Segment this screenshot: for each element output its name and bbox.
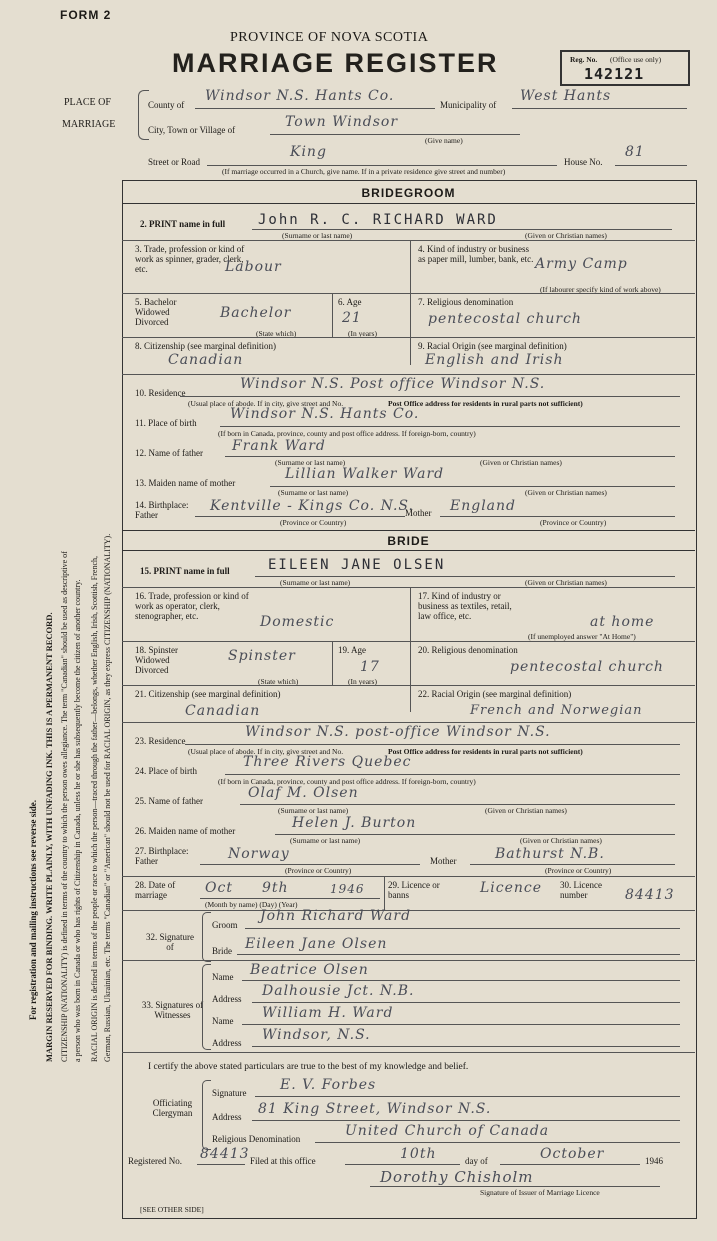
rule-g [122,685,695,686]
f27-mother-line [470,864,675,865]
groom-sig-line [245,928,680,929]
clergy-brace [202,1080,211,1150]
f4-value: Army Camp [535,256,628,272]
filed-year: 1946 [645,1156,663,1166]
street-line [207,165,557,166]
f14-mother-line [440,516,675,517]
f14-mother-prov-note: (Province or Country) [540,518,607,527]
f25-label: 25. Name of father [135,796,203,806]
f3-value: Labour [225,259,282,275]
f2-line [252,229,672,230]
f24-line [225,774,680,775]
f17-value: at home [590,614,655,630]
f29-label: 29. Licence or banns [388,880,440,900]
bride-rule [122,550,695,551]
rule-l [122,1052,695,1053]
signature-brace [202,912,211,962]
f6-label: 6. Age [338,297,362,307]
house-line [615,165,687,166]
f23-note: (Usual place of abode. If in city, give street and No. [188,747,344,756]
f16-value: Domestic [260,614,335,630]
municipality-line [512,108,687,109]
f15-surname-note: (Surname or last name) [280,578,351,587]
f33-label: 33. Signatures of Witnesses [141,1000,204,1020]
f27-mother-prov-note: (Province or Country) [545,866,612,875]
county-label: County of [148,100,185,110]
filed-month: October [540,1146,605,1162]
f11-value: Windsor N.S. Hants Co. [230,406,420,422]
bride-sig-line [237,954,680,955]
f23-note-b: Post Office address for residents in rural parts not sufficient) [388,747,583,756]
city-label: City, Town or Village of [148,125,236,135]
reg-number-box [560,50,690,86]
f2-given-note: (Given or Christian names) [525,231,607,240]
f18-value: Spinster [228,648,296,664]
f6-value: 21 [342,310,362,326]
filed-label: Filed at this office [250,1156,316,1166]
bride-label: Bride [212,946,232,956]
clergy-signature-label: Signature [212,1088,247,1098]
reg-number: 142121 [584,65,645,83]
f7-value: pentecostal church [428,311,582,327]
issuer-label: Signature of Issuer of Marriage Licence [480,1188,600,1197]
f28-year: 1946 [330,882,365,896]
bride-top-rule [122,530,695,531]
f18-state-note: (State which) [258,677,299,686]
bridegroom-rule [122,203,695,204]
f13-label: 13. Maiden name of mother [135,478,236,488]
house-value: 81 [625,144,645,160]
side-note-racial-2: German, Russian, Ukrainian, etc. The terms "Canadian" or "American" should not be used for RACIAL ORIGIN, as they express CITIZENSHIP (NATIONALITY). [103,533,112,1062]
f15-given-note: (Given or Christian names) [525,578,607,587]
clergy-denomination: United Church of Canada [345,1123,550,1139]
f25-given-note: (Given or Christian names) [485,806,567,815]
f28-day: 9th [262,880,289,896]
f14-mother-value: England [450,498,517,514]
f23-value: Windsor N.S. post-office Windsor N.S. [245,724,551,740]
f19-value: 17 [360,659,380,675]
rule-c [122,337,695,338]
f30-label: 30. Licence number [560,880,602,900]
filed-month-line [500,1164,640,1165]
f13-value: Lillian Walker Ward [285,466,445,482]
side-note-citizenship-2: a person who was born in Canada or who has rights of Citizenship in Canada, unless he or she has subsequently become the citizen of another country. [73,579,82,1062]
side-note-racial-1: RACIAL ORIGIN is defined in terms of the people or race to which the person—traced through the father—belongs, whether English, Irish, Scottish, French, [90,555,99,1062]
clergy-address: 81 King Street, Windsor N.S. [258,1101,492,1117]
f28-date-note: (Month by name) (Day) (Year) [205,900,298,909]
f8-label: 8. Citizenship (see marginal definition) [135,341,277,351]
officiating-label: Officiating Clergyman [152,1098,193,1118]
f18-label: 18. Spinster Widowed Divorced [135,645,179,675]
f17-label: 17. Kind of industry or business as textiles, retail, law office, etc. [418,591,512,621]
f25-surname-note: (Surname or last name) [278,806,349,815]
reg-label: Reg. No. [570,55,598,64]
f12-value: Frank Ward [232,438,326,454]
f10-note: (Usual place of abode. If in city, give street and No. [188,399,344,408]
w1-name-line [242,980,680,981]
place-note: (If marriage occurred in a Church, give name. If in a private residence give street and number) [222,167,506,176]
w2-name-line [242,1024,680,1025]
w1-address: Dalhousie Jct. N.B. [262,983,415,999]
clergy-denomination-label: Religious Denomination [212,1134,301,1144]
bride-age-divider [332,641,333,685]
registered-value: 84413 [200,1146,250,1162]
age-divider [332,293,333,337]
certify-text: I certify the above stated particulars are true to the best of my knowledge and belief. [148,1062,469,1072]
bride-heading: BRIDE [387,534,430,548]
side-note-instructions: For registration and mailing instructions see reverse side. [28,800,38,1020]
county-value: Windsor N.S. Hants Co. [205,88,395,104]
f24-note: (If born in Canada, province, county and post office address. If foreign-born, country) [218,777,476,786]
f14-line [195,516,405,517]
f13-given-note: (Given or Christian names) [525,488,607,497]
w2-name: William H. Ward [262,1005,394,1021]
groom-name: John R. C. RICHARD WARD [258,212,498,228]
bride-name: EILEEN JANE OLSEN [268,557,446,573]
f16-label: 16. Trade, profession or kind of work as operator, clerk, stenographer, etc. [135,591,249,621]
f9-label: 9. Racial Origin (see marginal definition) [418,341,567,351]
f29-value: Licence [480,880,543,896]
groom-signature: John Richard Ward [260,908,412,924]
f13-line [270,486,675,487]
f19-label: 19. Age [338,645,366,655]
bridegroom-heading: BRIDEGROOM [361,186,456,200]
see-other-side: [SEE OTHER SIDE] [140,1205,204,1214]
registered-line [197,1164,245,1165]
f26-line [275,834,675,835]
f5-label: 5. Bachelor Widowed Divorced [135,297,177,327]
f24-value: Three Rivers Quebec [243,754,412,770]
f5-state-note: (State which) [256,329,297,338]
f8-value: Canadian [168,352,244,368]
f17-note: (If unemployed answer "At Home") [528,632,636,641]
f12-given-note: (Given or Christian names) [480,458,562,467]
street-value: King [290,144,327,160]
witness-brace [202,964,211,1050]
f30-value: 84413 [625,887,675,903]
clergy-signature: E. V. Forbes [280,1077,377,1093]
f23-line [185,744,680,745]
w2-address-line [252,1046,680,1047]
f27-label: 27. Birthplace: Father [135,846,189,866]
w1-name-label: Name [212,972,234,982]
filed-day-line [345,1164,460,1165]
f10-line [180,396,680,397]
rule-a [122,240,695,241]
f14-prov-note: (Province or Country) [280,518,347,527]
f9-value: English and Irish [425,352,564,368]
rule-i [122,876,695,877]
city-line [270,134,520,135]
w1-name: Beatrice Olsen [250,962,369,978]
clergy-denomination-line [315,1142,680,1143]
f4-label: 4. Kind of industry or business as paper mill, lumber, bank, etc. [418,244,534,264]
f23-label: 23. Residence [135,736,186,746]
province-heading: PROVINCE OF NOVA SCOTIA [230,30,429,45]
street-label: Street or Road [148,157,200,167]
f14-label: 14. Birthplace: Father [135,500,189,520]
f27-line [200,864,420,865]
f28-label: 28. Date of marriage [135,880,176,900]
f12-surname-note: (Surname or last name) [275,458,346,467]
f20-label: 20. Religious denomination [418,645,518,655]
f15-line [255,576,675,577]
w2-address-label: Address [212,1038,242,1048]
f12-label: 12. Name of father [135,448,203,458]
give-name-note: (Give name) [425,136,463,145]
f3-label: 3. Trade, profession or kind of work as spinner, grader, clerk, etc. [135,244,245,274]
place-label-2: MARRIAGE [62,119,116,130]
f7-label: 7. Religious denomination [418,297,514,307]
f26-given-note: (Given or Christian names) [520,836,602,845]
f11-note: (If born in Canada, province, county and post office address. If foreign-born, country) [218,429,476,438]
f27-value: Norway [228,846,290,862]
f5-value: Bachelor [220,305,292,321]
form-number: FORM 2 [60,8,112,22]
f11-line [220,426,680,427]
w2-address: Windsor, N.S. [262,1027,371,1043]
f28-month: Oct [205,880,233,896]
f14-value: Kentville - Kings Co. N.S. [210,498,414,514]
f4-note: (If labourer specify kind of work above) [540,285,661,294]
clergy-address-line [252,1120,680,1121]
f25-value: Olaf M. Olsen [248,785,359,801]
f29-divider [384,876,385,910]
issuer-sig-line [370,1186,660,1187]
f32-label: 32. Signature of [146,932,194,952]
clergy-address-label: Address [212,1112,242,1122]
house-label: House No. [564,157,603,167]
rule-h [122,722,695,723]
f27-mother-label: Mother [430,856,457,866]
f19-years-note: (In years) [348,677,377,686]
registered-label: Registered No. [128,1156,182,1166]
f6-years-note: (In years) [348,329,377,338]
side-note-margin: MARGIN RESERVED FOR BINDING. WRITE PLAINLY, WITH UNFADING INK. THIS IS A PERMANENT RECORD. [44,612,54,1062]
w1-address-label: Address [212,994,242,1004]
w1-address-line [252,1002,680,1003]
rule-b [122,293,695,294]
rule-f [122,641,695,642]
rule-k [122,960,695,961]
issuer-signature: Dorothy Chisholm [380,1168,534,1186]
city-value: Town Windsor [285,114,399,130]
groom-label: Groom [212,920,238,930]
f22-value: French and Norwegian [470,703,643,718]
f27-mother-value: Bathurst N.B. [495,846,605,862]
f2-label: 2. PRINT name in full [140,219,226,229]
w2-name-label: Name [212,1016,234,1026]
f21-label: 21. Citizenship (see marginal definition) [135,689,281,699]
f14-mother-label: Mother [405,508,432,518]
f26-surname-note: (Surname or last name) [290,836,361,845]
groom-mid-divider [410,240,411,365]
county-line [195,108,435,109]
reg-note: (Office use only) [610,55,662,64]
bride-mid-divider [410,587,411,712]
side-note-citizenship-1: CITIZENSHIP (NATIONALITY) is defined in terms of the country to which the person owes allegiance. The term "Canadian" should be used as descriptive of [60,551,69,1062]
f26-label: 26. Maiden name of mother [135,826,236,836]
rule-e [122,587,695,588]
f10-note-b: Post Office address for residents in rural parts not sufficient) [388,399,583,408]
f13-surname-note: (Surname or last name) [278,488,349,497]
f2-surname-note: (Surname or last name) [282,231,353,240]
f22-label: 22. Racial Origin (see marginal definition) [418,689,572,699]
day-of-label: day of [465,1156,488,1166]
page-title: MARRIAGE REGISTER [172,48,499,78]
f20-value: pentecostal church [510,659,664,675]
f27-prov-note: (Province or Country) [285,866,352,875]
f25-line [240,804,675,805]
f11-label: 11. Place of birth [135,418,197,428]
f28-line [200,898,380,899]
f15-label: 15. PRINT name in full [140,566,230,576]
f21-value: Canadian [185,703,261,719]
f10-value: Windsor N.S. Post office Windsor N.S. [240,376,546,392]
municipality-value: West Hants [520,88,612,104]
f12-line [225,456,675,457]
clergy-sig-line [255,1096,680,1097]
rule-d [122,374,695,375]
bride-signature: Eileen Jane Olsen [245,936,388,952]
filed-day: 10th [400,1146,437,1162]
f10-label: 10. Residence [135,388,186,398]
f26-value: Helen J. Burton [292,815,417,831]
municipality-label: Municipality of [440,100,497,110]
f24-label: 24. Place of birth [135,766,197,776]
place-label-1: PLACE OF [64,97,111,108]
